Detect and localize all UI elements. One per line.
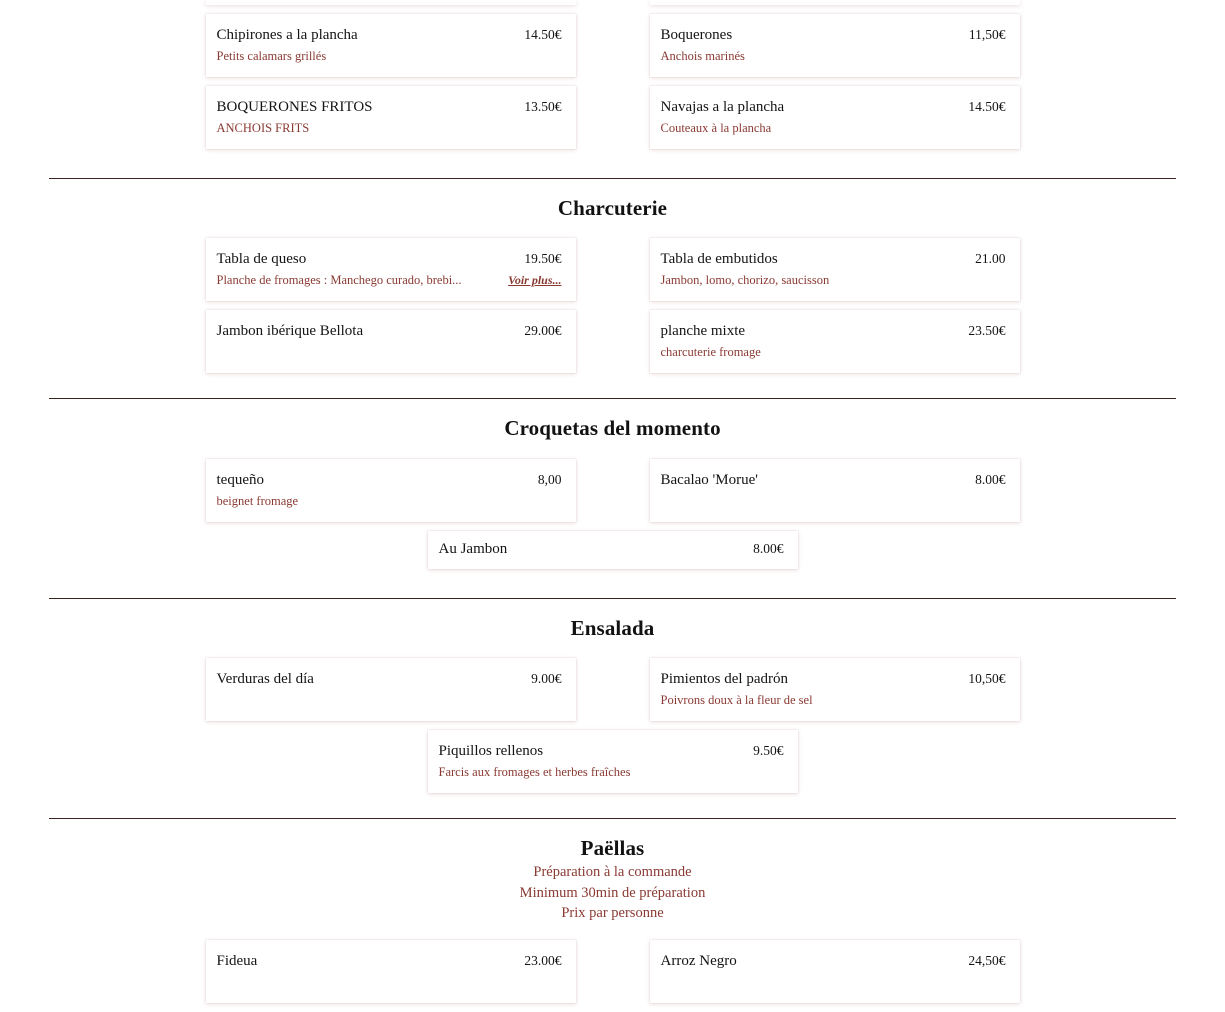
menu-item-name: Arroz Negro: [660, 952, 737, 969]
menu-item-name: BOQUERONES FRITOS: [216, 99, 373, 115]
menu-item-name: Jambon ibérique Bellota: [216, 323, 364, 340]
menu-column-right: [650, 14, 1020, 158]
menu-item-desc-row: [661, 120, 1006, 136]
menu-item-price: 8.00€: [753, 540, 784, 556]
section-grid-croquetas: [49, 459, 1176, 531]
menu-item-name: Fideua: [216, 952, 258, 969]
menu-item-card[interactable]: [650, 658, 1020, 721]
section-title: Charcuterie: [557, 196, 668, 220]
section-grid-croquetas-row2: [49, 531, 1176, 578]
menu-item-desc-row: [439, 764, 784, 780]
menu-item-card[interactable]: [206, 459, 576, 522]
section-subtitle-1: Préparation à la commande: [533, 864, 692, 881]
menu-item-price: 11,50€: [968, 27, 1006, 42]
menu-item-desc-row: [217, 493, 562, 509]
menu-item-name: Navajas a la plancha: [660, 99, 785, 115]
menu-item-header: [439, 742, 784, 761]
menu-item-header: [661, 250, 1006, 269]
menu-item-name: Au Jambon: [438, 540, 508, 557]
menu-item-header: [217, 98, 562, 117]
clipped-cards-row: [49, 0, 1176, 14]
menu-item-price: 29.00€: [524, 323, 562, 339]
see-more-link[interactable]: Voir plus...: [508, 273, 562, 288]
menu-item-desc-row: [217, 272, 562, 288]
menu-item-name: Boquerones: [660, 27, 733, 43]
menu-item-description: Anchois marinés: [660, 49, 745, 63]
menu-item-description: beignet fromage: [216, 493, 299, 508]
menu-item-card[interactable]: [650, 238, 1020, 301]
menu-item-name: Pimientos del padrón: [660, 670, 788, 687]
menu-item-description: Poivrons doux à la fleur de sel: [660, 692, 813, 707]
menu-item-description: Farcis aux fromages et herbes fraîches: [438, 764, 631, 779]
menu-item-card[interactable]: [650, 14, 1020, 77]
section-header-charcuterie: [0, 179, 1225, 222]
menu-item-desc-row: [217, 48, 562, 64]
menu-item-desc-row: [661, 48, 1006, 64]
menu-item-header: [217, 26, 562, 45]
menu-item-description: Jambon, lomo, chorizo, saucisson: [660, 273, 830, 288]
section-title: Ensalada: [570, 615, 655, 640]
menu-column-right: [650, 238, 1020, 382]
menu-item-header: [217, 670, 562, 689]
menu-item-card[interactable]: [650, 86, 1020, 149]
section-grid-ensalada: [49, 658, 1176, 730]
menu-item-header: [661, 952, 1006, 971]
clipped-card-stub: [206, 0, 576, 5]
menu-item-price: 9.50€: [753, 742, 784, 758]
menu-item-price: 24,50€: [968, 952, 1006, 968]
partial-section-grid: [49, 14, 1176, 158]
menu-item-name: Verduras del día: [216, 670, 314, 687]
menu-item-card[interactable]: [206, 238, 576, 301]
menu-item-card[interactable]: [428, 531, 798, 569]
menu-item-description: Couteaux à la plancha: [660, 121, 772, 135]
menu-item-desc-row: [661, 344, 1006, 360]
menu-item-price: 8.00€: [975, 471, 1006, 487]
section-header-paellas: [0, 819, 1225, 924]
menu-item-name: planche mixte: [660, 323, 746, 340]
menu-item-description: Petits calamars grillés: [216, 49, 327, 63]
menu-item-header: [661, 26, 1006, 45]
menu-item-header: [661, 98, 1006, 117]
clipped-card-left: [206, 0, 576, 14]
menu-item-price: 19.50€: [524, 251, 562, 267]
clipped-card-stub: [650, 0, 1020, 5]
section-grid-charcuterie: [49, 238, 1176, 382]
section-header-croquetas: [0, 399, 1225, 442]
menu-item-name: tequeño: [216, 471, 264, 488]
menu-item-card[interactable]: [206, 658, 576, 721]
section-subtitle-2: Minimum 30min de préparation: [519, 884, 706, 901]
menu-item-header: [217, 952, 562, 971]
menu-item-desc-row: [217, 120, 562, 136]
menu-item-desc-row: [661, 692, 1006, 708]
menu-column-left: [206, 238, 576, 382]
menu-item-card[interactable]: [206, 940, 576, 1003]
menu-item-name: Tabla de queso: [216, 251, 307, 268]
menu-item-description: Planche de fromages : Manchego curado, brebi...: [216, 273, 462, 288]
menu-item-card[interactable]: [428, 730, 798, 793]
section-grid-ensalada-row2: [49, 730, 1176, 802]
menu-item-card[interactable]: [650, 459, 1020, 522]
menu-item-price: 14.50€: [524, 27, 562, 42]
menu-item-card[interactable]: [650, 310, 1020, 373]
menu-item-header: [217, 471, 562, 490]
clipped-card-right: [650, 0, 1020, 14]
menu-item-price: 14.50€: [968, 99, 1006, 114]
menu-item-price: 23.00€: [524, 952, 562, 968]
menu-item-header: [439, 540, 784, 559]
menu-item-card[interactable]: [206, 310, 576, 373]
menu-item-card[interactable]: [206, 14, 576, 77]
menu-column-left: [206, 14, 576, 158]
menu-item-description: charcuterie fromage: [660, 345, 761, 360]
section-title: Croquetas del momento: [504, 416, 721, 441]
section-title: Paëllas: [580, 835, 645, 860]
menu-item-header: [217, 322, 562, 341]
menu-item-card[interactable]: [650, 940, 1020, 1003]
menu-item-description: ANCHOIS FRITS: [216, 121, 310, 135]
menu-item-name: Chipirones a la plancha: [216, 27, 358, 43]
menu-item-desc-row: [661, 272, 1006, 288]
section-subtitle-3: Prix par personne: [561, 905, 664, 922]
menu-item-header: [661, 471, 1006, 490]
menu-item-price: 8,00: [537, 471, 562, 487]
section-grid-paellas: [49, 940, 1176, 1012]
menu-item-price: 13.50€: [524, 99, 562, 114]
menu-item-name: Tabla de embutidos: [660, 251, 778, 268]
menu-item-header: [661, 322, 1006, 341]
menu-item-card[interactable]: [206, 86, 576, 149]
menu-item-price: 21.00: [975, 251, 1006, 267]
menu-item-header: [661, 670, 1006, 689]
menu-item-price: 10,50€: [968, 670, 1006, 686]
menu-item-name: Piquillos rellenos: [438, 742, 544, 759]
menu-item-price: 9.00€: [531, 670, 562, 686]
menu-item-price: 23.50€: [968, 323, 1006, 339]
menu-item-name: Bacalao 'Morue': [660, 471, 758, 488]
menu-item-header: [217, 250, 562, 269]
section-header-ensalada: [0, 599, 1225, 642]
